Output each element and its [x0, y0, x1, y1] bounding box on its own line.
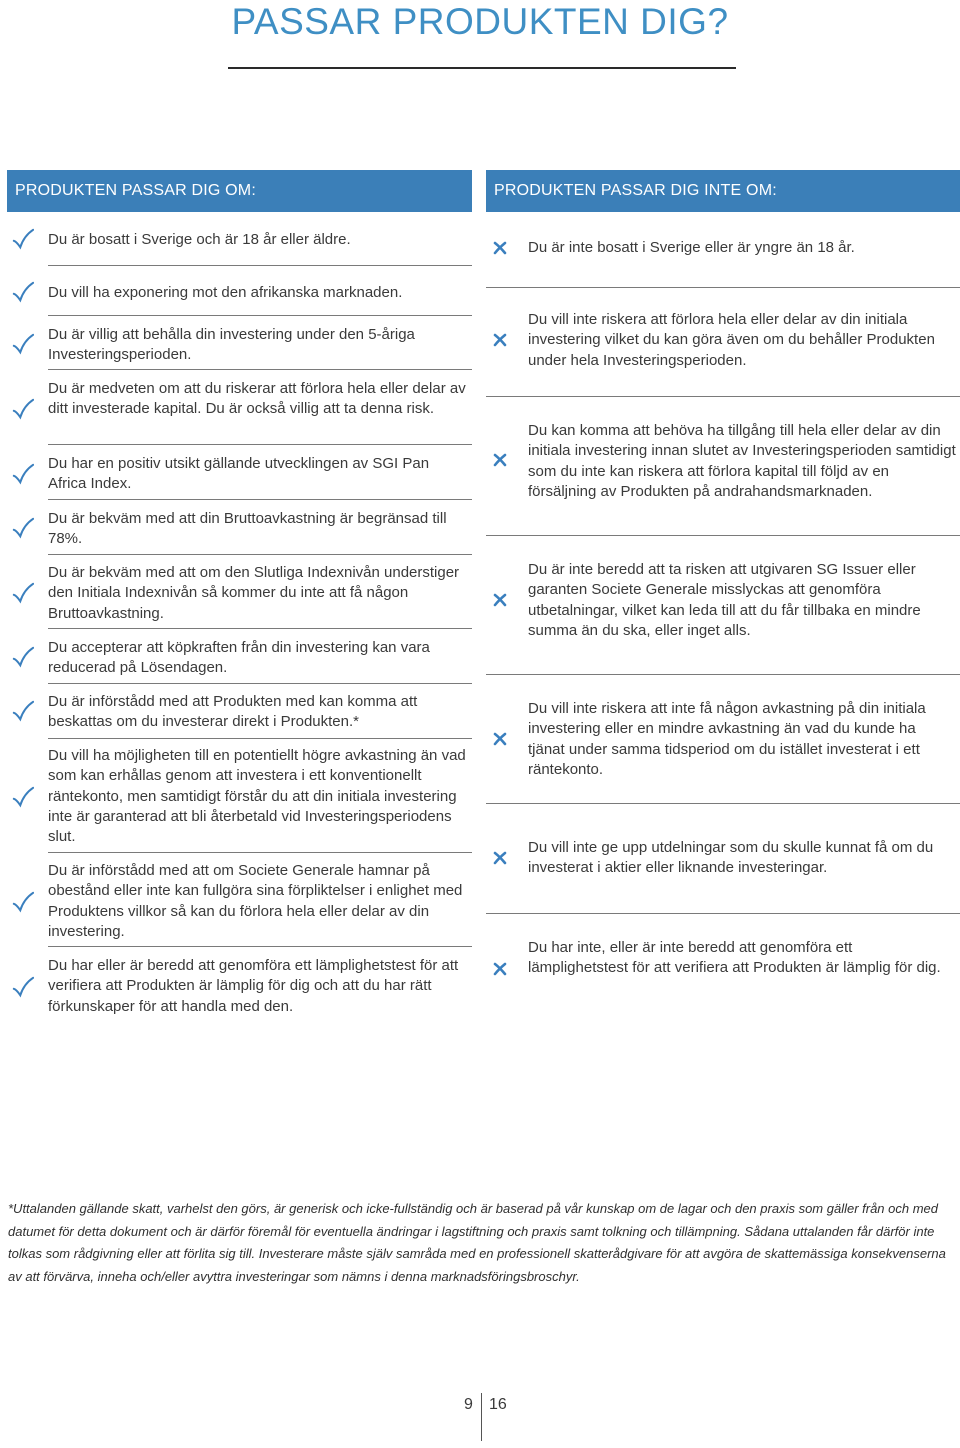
divider — [48, 369, 472, 370]
cross-icon — [492, 332, 508, 348]
checkmark-icon — [12, 582, 34, 604]
divider — [486, 535, 960, 536]
list-item-text: Du vill inte riskera att inte få någon avkastning på din initiala investering eller en mindre avkastning än vad du kunde ha tjänat under samma tidsperiod om du istället investerat i ett räntekonto. — [528, 700, 926, 778]
cross-icon — [492, 452, 508, 468]
divider — [48, 738, 472, 739]
divider — [48, 315, 472, 316]
list-item-text: Du är medveten om att du riskerar att förlora hela eller delar av ditt investerade kapital. Du är också villig att ta denna risk. — [48, 380, 466, 418]
list-item-text: Du kan komma att behöva ha tillgång till hela eller delar av din initiala investering innan slutet av Investeringsperioden samtidigt som du inte kan riskera att förlora kapital till följd av en försäljning av Produkten på andrahandsmarknaden. — [528, 422, 956, 500]
checkmark-icon — [12, 517, 34, 539]
cross-icon — [492, 240, 508, 256]
checkmark-icon — [12, 891, 34, 913]
divider — [486, 803, 960, 804]
divider — [48, 683, 472, 684]
title-underline — [228, 67, 736, 69]
page-number-current: 9 — [464, 1396, 473, 1413]
list-item-text: Du är inte beredd att ta risken att utgivaren SG Issuer eller garanten Societe Generale misslyckas att genomföra utbetalningar, vilket kan leda till att du får tillbaka en mindre summa än du ska, eller inget alls. — [528, 561, 921, 639]
checkmark-icon — [12, 700, 34, 722]
list-item-text: Du vill ha exponering mot den afrikanska marknaden. — [48, 284, 403, 301]
divider — [486, 287, 960, 288]
cross-icon — [492, 961, 508, 977]
list-item-text: Du är införstådd med att Produkten med kan komma att beskattas om du investerar direkt i Produkten.* — [48, 693, 418, 731]
list-item-text: Du vill inte ge upp utdelningar som du skulle kunnat få om du investerat i aktier eller liknande investeringar. — [528, 839, 934, 877]
divider — [486, 396, 960, 397]
checkmark-icon — [12, 646, 34, 668]
left-column-header: PRODUKTEN PASSAR DIG OM: — [7, 170, 472, 212]
divider — [48, 852, 472, 853]
list-item-text: Du är bekväm med att din Bruttoavkastning är begränsad till 78%. — [48, 510, 447, 548]
divider — [486, 913, 960, 914]
divider — [48, 554, 472, 555]
divider — [48, 628, 472, 629]
right-column-header: PRODUKTEN PASSAR DIG INTE OM: — [486, 170, 960, 212]
checkmark-icon — [12, 976, 34, 998]
list-item-text: Du vill inte riskera att förlora hela eller delar av din initiala investering vilket du kan göra även om du behåller Produkten under hela Investeringsperioden. — [528, 311, 935, 369]
cross-icon — [492, 731, 508, 747]
page-number-total: 16 — [489, 1396, 507, 1413]
divider — [48, 444, 472, 445]
list-item-text: Du vill ha möjligheten till en potentiellt högre avkastning än vad som kan erhållas genom att investera i ett konventionellt räntekonto, men samtidigt förstår du att din initiala investering inte är garanterad att bli återbetald vid Investeringsperiodens slut. — [48, 747, 466, 846]
footnote: *Uttalanden gällande skatt, varhelst den görs, är generisk och icke-fullständig och är baserad på vår kunskap om de lagar och den praxis som gäller från och med datumet för detta dokument och är därför föremål för eventuella ändringar i lagstiftning och praxis samt tolkning och tillämpning. Sådana uttalanden får därför inte tolkas som rådgivning eller att förlita sig till. Investerare måste själv samråda med en professionell skatterådgivare för att avgöra de skattemässiga konsekvenserna av att förvärva, inneha och/eller avyttra investeringar som nämns i denna marknadsföringsbroschyr. — [8, 1201, 946, 1284]
page-title: PASSAR PRODUKTEN DIG? — [231, 1, 729, 42]
divider — [48, 265, 472, 266]
list-item-text: Du har inte, eller är inte beredd att genomföra ett lämplighetstest för att verifiera att Produkten är lämplig för dig. — [528, 939, 941, 977]
checkmark-icon — [12, 333, 34, 355]
list-item-text: Du är bosatt i Sverige och är 18 år eller äldre. — [48, 231, 351, 248]
list-item-text: Du är villig att behålla din investering under den 5-åriga Investeringsperioden. — [48, 326, 415, 364]
page-number-separator — [481, 1393, 482, 1441]
divider — [48, 499, 472, 500]
cross-icon — [492, 592, 508, 608]
list-item-text: Du har en positiv utsikt gällande utvecklingen av SGI Pan Africa Index. — [48, 455, 430, 493]
list-item-text: Du accepterar att köpkraften från din investering kan vara reducerad på Lösendagen. — [48, 639, 430, 677]
checkmark-icon — [12, 281, 34, 303]
divider — [48, 946, 472, 947]
list-item-text: Du är bekväm med att om den Slutliga Indexnivån understiger den Initiala Indexnivån så kommer du inte att få någon Bruttoavkastning. — [48, 564, 460, 622]
cross-icon — [492, 850, 508, 866]
divider — [486, 674, 960, 675]
list-item-text: Du har eller är beredd att genomföra ett lämplighetstest för att verifiera att Produkten är lämplig för dig och att du har rätt förkunskaper för att handla med den. — [48, 957, 459, 1015]
checkmark-icon — [12, 463, 34, 485]
checkmark-icon — [12, 398, 34, 420]
checkmark-icon — [12, 786, 34, 808]
list-item-text: Du är införstådd med att om Societe Generale hamnar på obestånd eller inte kan fullgöra sina förpliktelser i enlighet med Produktens villkor så kan du förlora hela eller delar av din investering. — [48, 862, 463, 940]
list-item-text: Du är inte bosatt i Sverige eller är yngre än 18 år. — [528, 239, 855, 256]
checkmark-icon — [12, 228, 34, 250]
